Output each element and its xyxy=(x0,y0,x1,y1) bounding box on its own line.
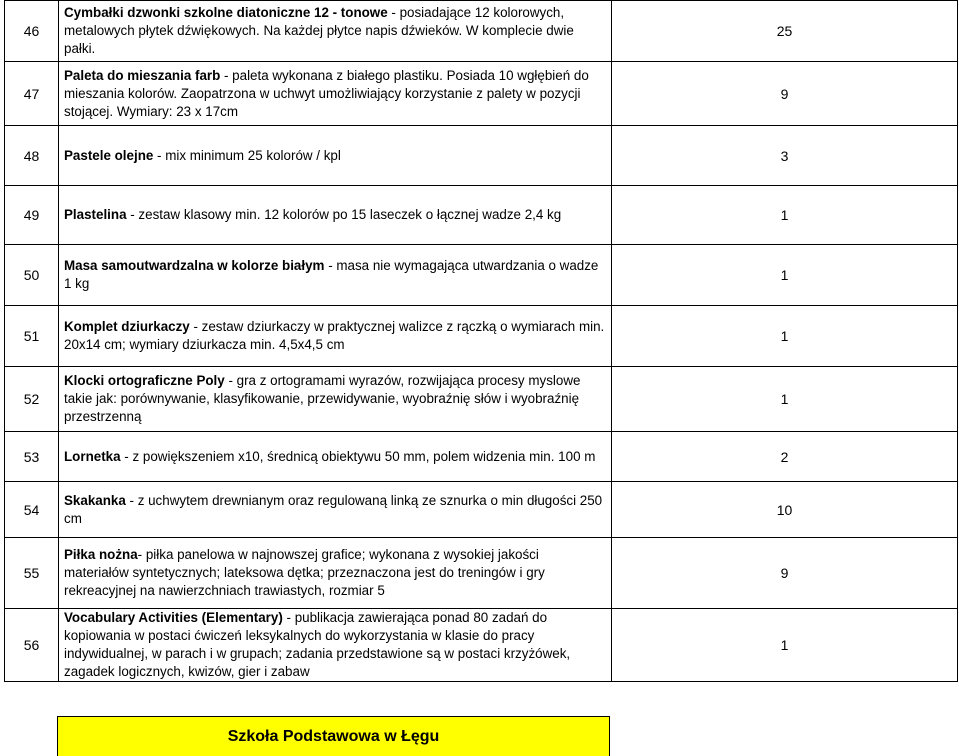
item-number: 50 xyxy=(5,245,59,306)
table-row xyxy=(5,126,958,186)
item-description xyxy=(59,538,612,609)
item-quantity: 9 xyxy=(612,538,958,609)
item-number: 56 xyxy=(5,609,59,682)
item-quantity: 1 xyxy=(612,609,958,682)
item-details: - mix minimum 25 kolorów / kpl xyxy=(153,147,341,163)
item-details: - zestaw klasowy min. 12 kolorów po 15 laseczek o łącznej wadze 2,4 kg xyxy=(126,207,562,222)
item-number: 54 xyxy=(5,482,59,538)
item-number: 53 xyxy=(5,432,59,482)
item-title: Plastelina xyxy=(64,207,127,222)
item-description xyxy=(59,609,612,682)
item-title: Masa samoutwardzalna w kolorze białym xyxy=(64,258,325,273)
item-title: Paleta do mieszania farb xyxy=(64,67,221,83)
item-details: - masa nie wymagająca utwardzania o wadze 1 kg xyxy=(64,258,599,291)
item-details: - posiadające 12 kolorowych, metalowych płytek dźwiękowych. Na każdej płytce napis dźwieków. W komplecie dwie pałki. xyxy=(64,5,574,56)
table-row xyxy=(5,432,958,482)
item-quantity: 9 xyxy=(612,62,958,126)
item-description xyxy=(59,186,612,245)
item-description xyxy=(59,367,612,432)
school-name-footer: Szkoła Podstawowa w Łęgu xyxy=(57,716,610,756)
item-quantity: 1 xyxy=(612,245,958,306)
table-row xyxy=(5,367,958,432)
item-number: 48 xyxy=(5,126,59,186)
item-number: 55 xyxy=(5,538,59,609)
item-quantity: 1 xyxy=(612,186,958,245)
item-quantity: 3 xyxy=(612,126,958,186)
item-number: 52 xyxy=(5,367,59,432)
table-row xyxy=(5,482,958,538)
item-details: - piłka panelowa w najnowszej grafice; wykonana z wysokiej jakości materiałów syntetycznych; lateksowa dętka; przeznaczona jest do treningów i gry rekreacyjnej na nawierzchniach trawiastych, rozmiar 5 xyxy=(64,547,545,598)
item-description xyxy=(59,62,612,126)
item-quantity: 25 xyxy=(612,1,958,62)
item-description xyxy=(59,126,612,186)
table-row xyxy=(5,609,958,682)
item-details: - paleta wykonana z białego plastiku. Posiada 10 wgłębień do mieszania kolorów. Zaopatrzona w uchwyt umożliwiający korzystanie z palety w pozycji stojącej. Wymiary: 23 x 17cm xyxy=(64,67,589,119)
item-quantity: 1 xyxy=(612,367,958,432)
item-number: 51 xyxy=(5,306,59,367)
item-title: Vocabulary Activities (Elementary) xyxy=(64,610,283,625)
item-title: Skakanka xyxy=(64,492,126,508)
item-quantity: 2 xyxy=(612,432,958,482)
item-number: 46 xyxy=(5,1,59,62)
item-details: - z uchwytem drewnianym oraz regulowaną linką ze sznurka o min długości 250 cm xyxy=(64,492,603,526)
item-details: - zestaw dziurkaczy w praktycznej walizce z rączką o wymiarach min. 20x14 cm; wymiary dziurkacza min. 4,5x4,5 cm xyxy=(64,319,605,352)
item-title: Piłka nożna xyxy=(64,547,138,562)
table-row xyxy=(5,186,958,245)
item-title: Komplet dziurkaczy xyxy=(64,319,190,334)
item-description xyxy=(59,306,612,367)
table-row xyxy=(5,245,958,306)
item-title: Cymbałki dzwonki szkolne diatoniczne 12 - tonowe xyxy=(64,5,388,20)
item-title: Lornetka xyxy=(64,448,121,464)
table-row xyxy=(5,1,958,62)
item-title: Pastele olejne xyxy=(64,147,154,163)
item-description xyxy=(59,432,612,482)
item-number: 49 xyxy=(5,186,59,245)
item-title: Klocki ortograficzne Poly xyxy=(64,373,225,388)
item-description xyxy=(59,245,612,306)
table-row xyxy=(5,538,958,609)
item-quantity: 10 xyxy=(612,482,958,538)
table-row xyxy=(5,306,958,367)
items-table xyxy=(4,0,958,682)
item-details: - gra z ortogramami wyrazów, rozwijająca procesy myslowe takie jak: porównywanie, klasyfikowanie, przewidywanie, wyobraźnię słów i wyobraźnię przestrzenną xyxy=(64,373,581,424)
item-quantity: 1 xyxy=(612,306,958,367)
item-number: 47 xyxy=(5,62,59,126)
item-description xyxy=(59,482,612,538)
item-details: - publikacja zawierająca ponad 80 zadań do kopiowania w postaci ćwiczeń leksykalnych do wykorzystania w klasie do pracy indywidualnej, w parach i w grupach; zadania przedstawione są w postaci krzyżówek, zagadek logicznych, kwizów, gier i zabaw xyxy=(64,610,571,679)
item-details: - z powiększeniem x10, średnicą obiektywu 50 mm, polem widzenia min. 100 m xyxy=(120,448,596,464)
item-description xyxy=(59,1,612,62)
table-row xyxy=(5,62,958,126)
